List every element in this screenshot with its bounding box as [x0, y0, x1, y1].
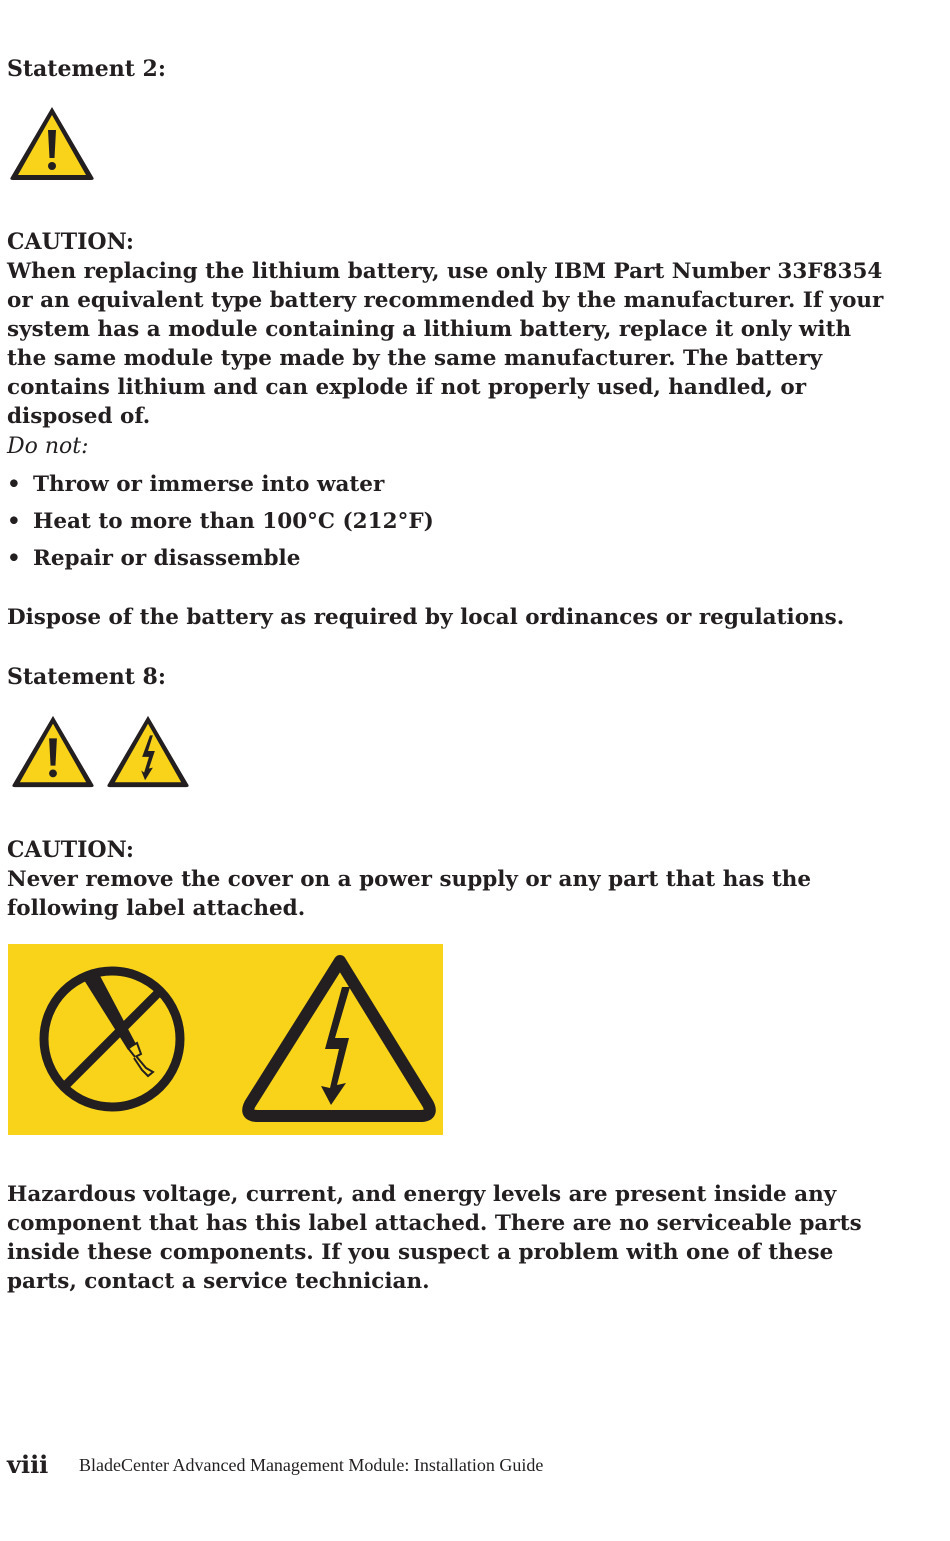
hazard-description-text: Hazardous voltage, current, and energy levels are present inside any component that has this label attached. There are no serviceable parts inside these components. If you suspect a problem with one of these parts, contact a service technician. [7, 1182, 862, 1294]
list-item: • Heat to more than 100°C (212°F) [7, 503, 434, 540]
caution-triangle-icon [9, 712, 97, 790]
bullet-dot: • [7, 509, 21, 534]
statement-2-heading: Statement 2: [7, 56, 166, 82]
bullet-dot: • [7, 546, 21, 571]
bullet-dot: • [7, 472, 21, 497]
power-supply-caution-text: Never remove the cover on a power supply or any part that has the following label attached. [7, 867, 812, 921]
document-title: BladeCenter Advanced Management Module: Installation Guide [79, 1455, 544, 1475]
dispose-text: Dispose of the battery as required by local ordinances or regulations. [7, 605, 845, 630]
caution-label-1: CAUTION: [7, 229, 135, 255]
list-item: • Repair or disassemble [7, 540, 434, 577]
battery-caution-text: When replacing the lithium battery, use only IBM Part Number 33F8354 or an equivalent type battery recommended by the manufacturer. If your system has a module containing a lithium battery, replace it only with the same module type made by the same manufacturer. The battery contains lithium and can explode if not properly used, handled, or disposed of. [7, 259, 884, 429]
electrical-hazard-icon [104, 712, 192, 790]
hazard-label-image [8, 944, 443, 1135]
caution-label-2: CAUTION: [7, 837, 135, 863]
statement-8-heading: Statement 8: [7, 664, 166, 690]
caution-triangle-icon [7, 103, 97, 183]
do-not-list [7, 466, 434, 577]
do-not-label: Do not: [7, 434, 89, 459]
page-number: viii [7, 1450, 49, 1479]
list-item: • Throw or immerse into water [7, 466, 434, 503]
